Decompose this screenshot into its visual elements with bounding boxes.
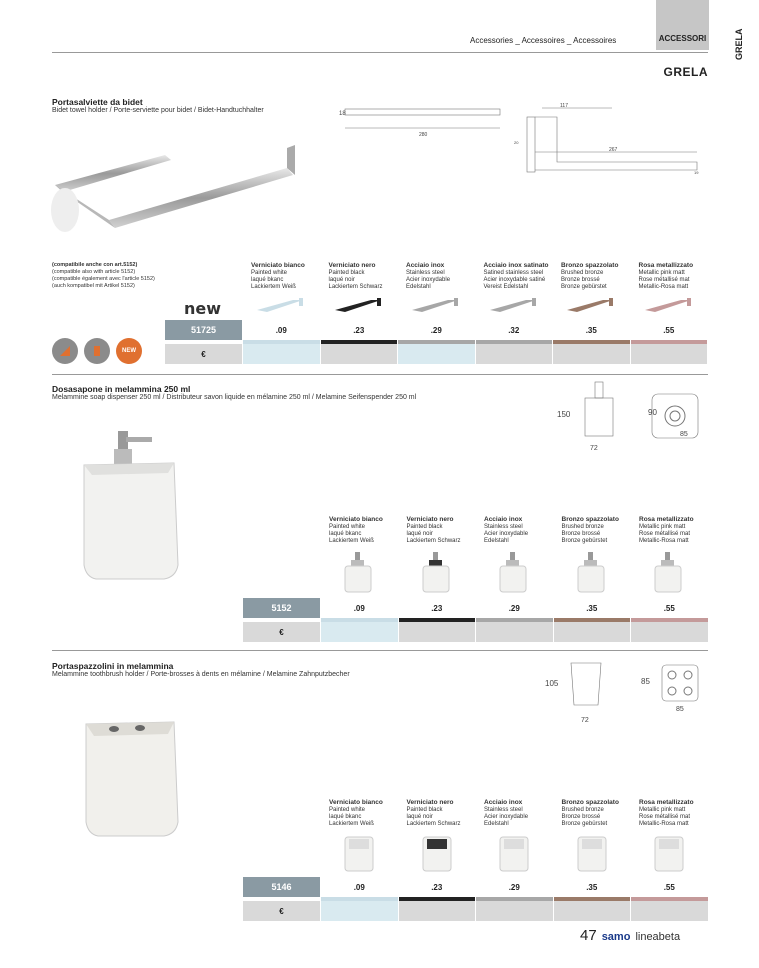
finish-l1: Painted white	[329, 524, 366, 530]
finish-l1: Stainless steel	[484, 524, 523, 530]
finish-l3: Lackiertem Weiß	[251, 284, 296, 290]
finish-thumbnail	[331, 550, 391, 595]
finish-price: .29	[476, 598, 553, 622]
finish-l2: laqué bkanc	[329, 814, 362, 820]
finish-l2: Bronze brossé	[561, 814, 601, 820]
finish-l3: Metallic-Rosa matt	[639, 821, 689, 827]
towel-holder-image	[45, 140, 305, 240]
finish-thumbnail	[641, 833, 701, 875]
finish-l2: laqué bkanc	[329, 531, 362, 537]
dim-s2-depth: 85	[680, 431, 688, 438]
dim-s3-w: 72	[581, 717, 589, 724]
finish-head	[406, 262, 450, 291]
side-family-label: GRELA	[734, 28, 744, 60]
finish-l3: Vereist Edelstahl	[483, 284, 529, 290]
brand-logo: samo	[601, 931, 631, 943]
section1-euro: €	[165, 344, 242, 364]
finish-l2: laqué bkanc	[251, 277, 284, 283]
finish-name: Acciaio inox satinato	[483, 262, 549, 269]
finish-price: .55	[631, 598, 708, 622]
finish-l2: Acier inoxydable	[484, 531, 529, 537]
finish-price: .09	[243, 320, 320, 344]
finish-head	[561, 262, 618, 291]
finish-thumbnail	[486, 833, 546, 875]
finish-head	[407, 516, 461, 545]
dim-d2: 280	[419, 132, 428, 138]
finish-head	[484, 799, 528, 828]
finish-euro-cell	[398, 344, 475, 364]
note-line-2: (compatible également avec l'article 5152)	[52, 276, 155, 282]
finish-l1: Brushed bronze	[561, 270, 604, 276]
finish-head	[407, 799, 461, 828]
finish-euro-cell	[554, 622, 631, 642]
finish-l2: Acier inoxydable	[484, 814, 529, 820]
finish-euro-cell	[476, 622, 553, 642]
finish-euro-cell	[321, 901, 398, 921]
section3-subtitle: Melammine toothbrush holder / Porte-brosses à dents en mélamine / Melamine Zahnputzbecher	[52, 671, 350, 678]
finish-name: Bronzo spazzolato	[561, 516, 619, 523]
finish-l3: Lackiertem Weiß	[329, 821, 374, 827]
finish-head	[329, 799, 383, 828]
dim-s2-side: 90	[648, 408, 657, 417]
finish-euro-cell	[631, 344, 708, 364]
finish-price: .55	[631, 877, 708, 901]
finish-l2: Acier inoxydable satiné	[483, 277, 546, 283]
note-line-3: (auch kompatibel mit Artikel 5152)	[52, 283, 135, 289]
finish-thumbnail	[409, 550, 469, 595]
page-number: 47	[580, 927, 597, 944]
finish-name: Verniciato bianco	[329, 516, 383, 523]
finish-euro-cell	[476, 901, 553, 921]
finish-head	[484, 516, 528, 545]
fire-badge-icon	[52, 338, 78, 364]
finish-l1: Stainless steel	[406, 270, 445, 276]
finish-euro-cell	[399, 901, 476, 921]
finish-head	[562, 799, 619, 828]
note-title: (compatibile anche con art.5152)	[52, 262, 138, 268]
finish-l2: Acier inoxydable	[406, 277, 451, 283]
dim-d5: 19	[694, 170, 699, 175]
finish-euro-cell	[243, 344, 320, 364]
finish-price: .35	[554, 598, 631, 622]
finish-price: .29	[476, 877, 553, 901]
finish-l1: Painted black	[406, 807, 443, 813]
dim-s3-h: 105	[545, 679, 559, 688]
finish-l3: Edelstahl	[406, 284, 431, 290]
finish-l1: Satined stainless steel	[483, 270, 544, 276]
section3-header	[52, 661, 350, 678]
finish-name: Rosa metallizzato	[638, 262, 694, 269]
finish-l2: laqué noir	[328, 277, 355, 283]
finish-euro-cell	[321, 622, 398, 642]
finish-l2: Rose métallisé mat	[639, 814, 691, 820]
finish-l3: Metallic-Rosa matt	[638, 284, 689, 290]
finish-head	[329, 516, 383, 545]
finish-l1: Painted black	[328, 270, 365, 276]
finish-euro-cell	[631, 622, 708, 642]
finish-l1: Metallic pink matt	[639, 524, 686, 530]
finish-thumbnail	[564, 550, 624, 595]
finish-l3: Edelstahl	[484, 538, 509, 544]
finish-thumbnail	[408, 296, 468, 316]
header-divider	[52, 52, 708, 53]
finish-l2: Bronze brossé	[561, 531, 601, 537]
finish-price: .29	[398, 320, 475, 344]
footer	[580, 927, 680, 944]
finish-l3: Bronze gebürstet	[561, 284, 607, 290]
finish-name: Verniciato bianco	[251, 262, 305, 269]
finish-l3: Bronze gebürstet	[561, 538, 608, 544]
finish-l3: Edelstahl	[484, 821, 509, 827]
section1-drawing-side	[512, 102, 707, 182]
section2-euro: €	[243, 622, 320, 642]
finish-l1: Painted white	[251, 270, 288, 276]
finish-l3: Lackiertem Schwarz	[406, 821, 461, 827]
finish-l2: laqué noir	[406, 531, 433, 537]
dim-d4: 267	[609, 147, 618, 153]
finish-l2: Rose métallisé mat	[639, 531, 691, 537]
finish-l2: Bronze brossé	[561, 277, 600, 283]
finish-name: Rosa metallizzato	[639, 799, 694, 806]
section2-header	[52, 384, 416, 401]
finish-euro-cell	[553, 344, 630, 364]
soap-dispenser-image	[78, 425, 188, 585]
section3-code: 5146	[243, 877, 320, 897]
dim-s2-h: 150	[557, 410, 571, 419]
finish-l3: Bronze gebürstet	[561, 821, 608, 827]
finish-l1: Brushed bronze	[561, 524, 604, 530]
finish-price: .23	[399, 877, 476, 901]
finish-thumbnail	[486, 296, 546, 316]
finish-euro-cell	[399, 622, 476, 642]
finish-price: .35	[554, 877, 631, 901]
finish-thumbnail	[331, 833, 391, 875]
finish-thumbnail	[641, 296, 701, 316]
finish-name: Acciaio inox	[484, 516, 523, 523]
finish-price: .23	[321, 320, 398, 344]
finish-name: Verniciato bianco	[329, 799, 383, 806]
finish-head	[484, 262, 549, 291]
finish-head	[562, 516, 619, 545]
section3-euro: €	[243, 901, 320, 921]
finish-head	[639, 262, 694, 291]
finish-price: .32	[476, 320, 553, 344]
section1-subtitle: Bidet towel holder / Porte-serviette pour bidet / Bidet-Handtuchhalter	[52, 107, 264, 114]
dim-d1: 18	[339, 111, 346, 117]
finish-name: Verniciato nero	[406, 799, 454, 806]
dim-s3-side: 85	[641, 677, 650, 686]
finish-price: .09	[321, 598, 398, 622]
finish-head	[329, 262, 383, 291]
toothbrush-holder-image	[80, 712, 185, 842]
finish-thumbnail	[564, 833, 624, 875]
finish-l3: Lackiertem Weiß	[329, 538, 374, 544]
finish-name: Rosa metallizzato	[639, 516, 694, 523]
finish-euro-cell	[321, 344, 398, 364]
finish-l2: Rose métallisé mat	[638, 277, 690, 283]
finish-l3: Metallic-Rosa matt	[639, 538, 689, 544]
finish-head	[639, 516, 694, 545]
finish-euro-cell	[631, 901, 708, 921]
finish-name: Bronzo spazzolato	[561, 262, 619, 269]
finish-l1: Painted white	[329, 807, 366, 813]
section1-header	[52, 97, 264, 114]
dim-d6: 20	[514, 140, 519, 145]
finish-l1: Metallic pink matt	[639, 807, 686, 813]
finish-l1: Painted black	[406, 524, 443, 530]
finish-price: .09	[321, 877, 398, 901]
dim-d3: 117	[560, 103, 568, 109]
finish-l1: Metallic pink matt	[638, 270, 685, 276]
finish-l2: laqué noir	[406, 814, 433, 820]
active-section-tab[interactable]: ACCESSORI	[656, 0, 709, 50]
section1-code: 51725	[165, 320, 242, 340]
breadcrumb: Accessories _ Accessoires _ Accessoires	[470, 36, 617, 45]
section2-code: 5152	[243, 598, 320, 618]
dim-s2-w: 72	[590, 445, 598, 452]
family-title: GRELA	[663, 65, 708, 79]
new-label: new	[184, 299, 222, 318]
finish-price: .55	[631, 320, 708, 344]
color-badge-icon	[84, 338, 110, 364]
finish-thumbnail	[253, 296, 313, 316]
finish-head	[639, 799, 694, 828]
dim-s3-depth: 85	[676, 706, 684, 713]
new-badge: NEW	[116, 338, 142, 364]
note-line-1: (compatible also with article 5152)	[52, 269, 136, 275]
section3-drawing	[540, 655, 705, 727]
finish-thumbnail	[563, 296, 623, 316]
brand-sub: lineabeta	[635, 931, 681, 943]
finish-thumbnail	[641, 550, 701, 595]
finish-euro-cell	[476, 344, 553, 364]
section3-title: Portaspazzolini in melammina	[52, 661, 174, 671]
finish-price: .35	[553, 320, 630, 344]
section1-drawing-top	[335, 103, 515, 143]
finish-l1: Stainless steel	[484, 807, 523, 813]
finish-name: Acciaio inox	[406, 262, 445, 269]
section1-note	[52, 262, 155, 290]
finish-price: .23	[399, 598, 476, 622]
finish-euro-cell	[554, 901, 631, 921]
section2-subtitle: Melammine soap dispenser 250 ml / Distributeur savon liquide en mélamine 250 ml / Melamine Seifenspender 250 ml	[52, 394, 417, 401]
finish-thumbnail	[486, 550, 546, 595]
finish-l3: Lackiertem Schwarz	[406, 538, 461, 544]
section1-divider	[52, 374, 708, 375]
section2-divider	[52, 650, 708, 651]
finish-name: Verniciato nero	[406, 516, 454, 523]
finish-head	[251, 262, 305, 291]
section2-drawing	[550, 378, 710, 453]
finish-name: Verniciato nero	[328, 262, 376, 269]
finish-name: Bronzo spazzolato	[561, 799, 619, 806]
finish-l1: Brushed bronze	[561, 807, 604, 813]
finish-thumbnail	[331, 296, 391, 316]
section1-title: Portasalviette da bidet	[52, 97, 143, 107]
finish-l3: Lackiertem Schwarz	[328, 284, 383, 290]
section2-title: Dosasapone in melammina 250 ml	[52, 384, 191, 394]
finish-name: Acciaio inox	[484, 799, 523, 806]
finish-thumbnail	[409, 833, 469, 875]
